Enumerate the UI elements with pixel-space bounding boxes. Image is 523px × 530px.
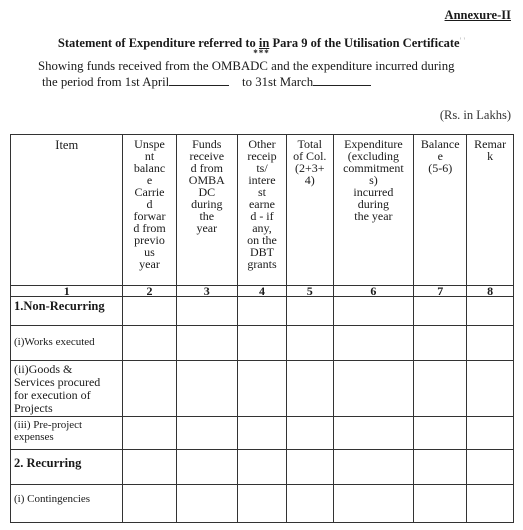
subtitle-period-start: the period from 1st April xyxy=(42,75,170,89)
row-label-recurring: 2. Recurring xyxy=(11,450,123,485)
table-row xyxy=(11,297,514,326)
row-label-works-executed: (i)Works executed xyxy=(11,326,123,361)
col-number: 2 xyxy=(123,286,176,297)
header-unspent-balance: Unspe nt balanc e Carrie d forwar d from previo us year xyxy=(123,135,176,286)
title-in: in xyxy=(258,36,270,50)
col-number: 8 xyxy=(467,286,514,297)
col-number: 3 xyxy=(176,286,238,297)
row-label-contingencies: (i) Contingencies xyxy=(11,485,123,523)
header-balance: Balance e (5-6) xyxy=(414,135,467,286)
header-total: Total of Col. (2+3+ 4) xyxy=(286,135,333,286)
title-part1: Statement of Expenditure referred to xyxy=(57,36,259,50)
row-label-goods-services: (ii)Goods & Services procured for execution of Projects xyxy=(11,361,123,417)
table-row xyxy=(11,326,514,361)
header-remark: Remar k xyxy=(467,135,514,286)
header-item: Item xyxy=(11,135,123,286)
start-year-blank xyxy=(169,74,229,86)
header-row xyxy=(11,135,514,286)
end-year-blank xyxy=(313,74,371,86)
table-row xyxy=(11,417,514,450)
col-number: 1 xyxy=(11,286,123,297)
col-number: 5 xyxy=(286,286,333,297)
column-number-row xyxy=(11,286,514,297)
annexure-label: Annexure-II xyxy=(444,8,511,22)
subtitle-line2 xyxy=(42,74,371,90)
col-number: 7 xyxy=(414,286,467,297)
col-number: 6 xyxy=(333,286,414,297)
col-number: 4 xyxy=(238,286,287,297)
header-funds-received: Funds receive d from OMBA DC during the year xyxy=(176,135,238,286)
header-other-receipts: Other receip ts/ intere st earne d - if any, on the DBT grants xyxy=(238,135,287,286)
subtitle-line1: Showing funds received from the OMBADC and the expenditure incurred during xyxy=(38,59,455,73)
table-row xyxy=(11,450,514,485)
row-label-non-recurring: 1.Non-Recurring xyxy=(11,297,123,326)
row-label-pre-project: (iii) Pre-project expenses xyxy=(11,417,123,450)
table-row xyxy=(11,361,514,417)
title-part2: Para 9 of the Utilisation Certificate xyxy=(269,36,460,50)
title-stars: *** xyxy=(253,48,270,58)
expenditure-table xyxy=(10,134,514,523)
subtitle-period-end: to 31st March xyxy=(242,75,314,89)
title-tick-mark: ' ' xyxy=(459,36,466,46)
table-row xyxy=(11,485,514,523)
units-label: (Rs. in Lakhs) xyxy=(439,108,511,122)
header-expenditure: Expenditure (excluding commitment s) incurred during the year xyxy=(333,135,414,286)
